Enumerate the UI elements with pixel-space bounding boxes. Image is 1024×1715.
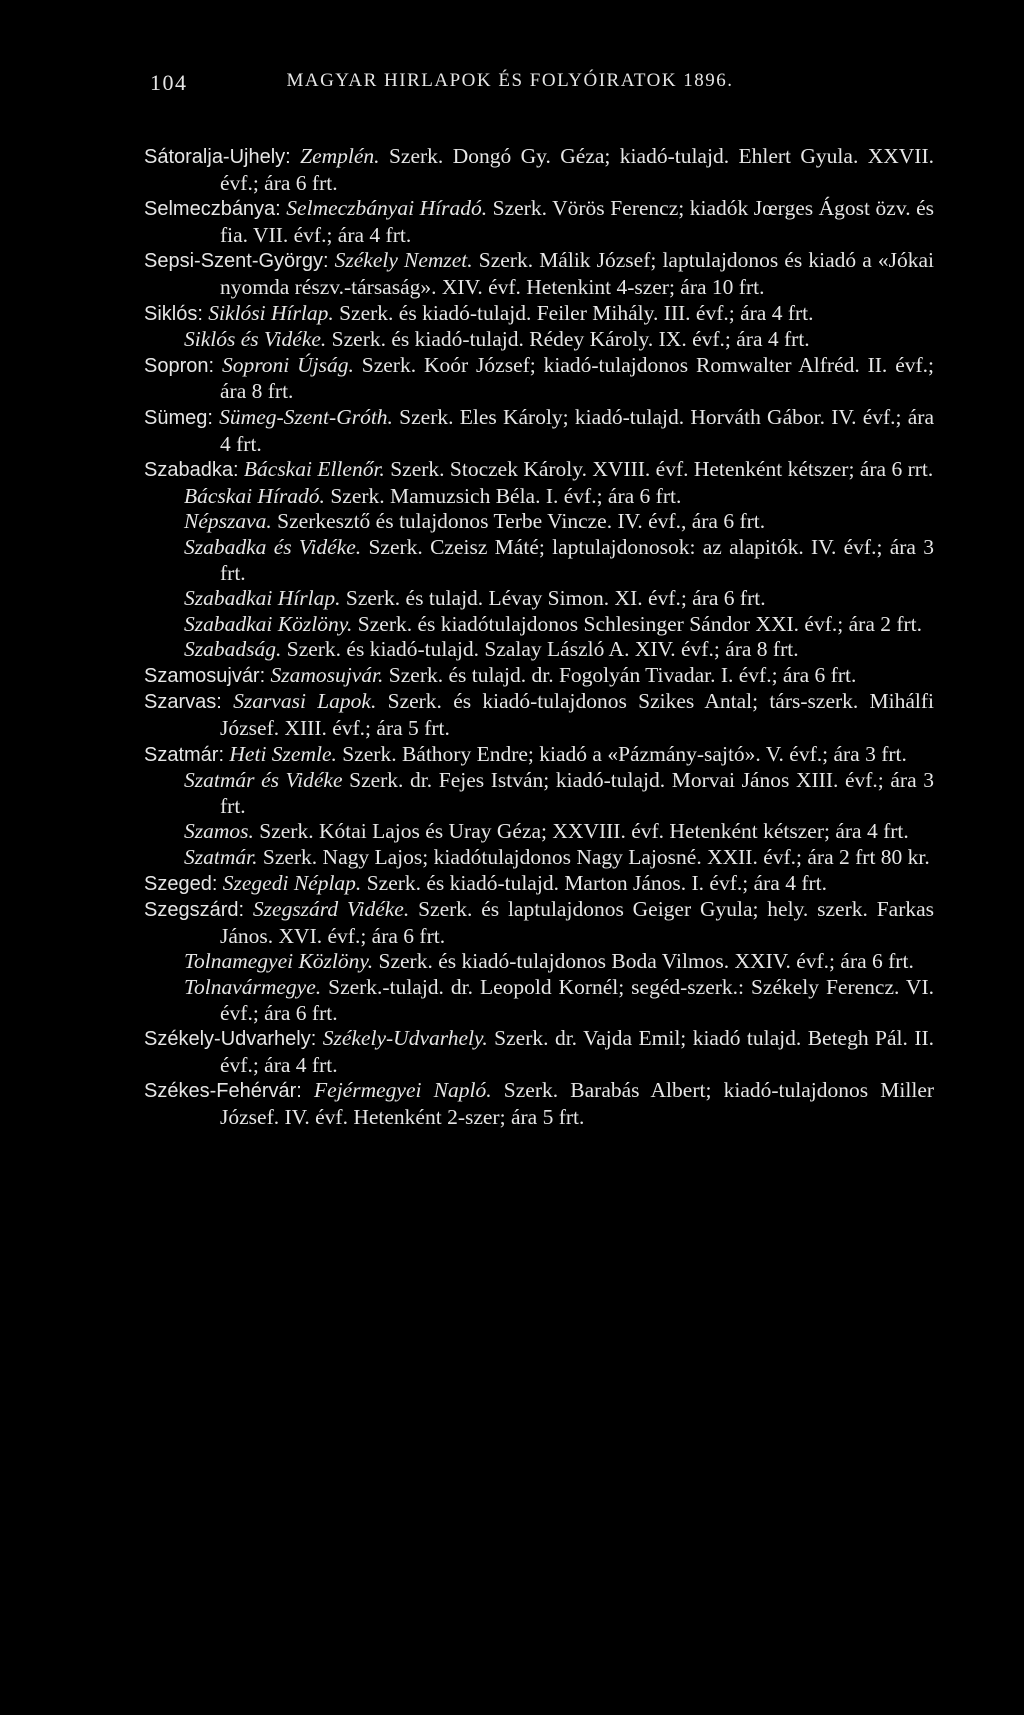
- entry-paper: Tolnamegyei Közlöny.: [184, 949, 374, 974]
- entry-place: Siklós:: [144, 302, 203, 325]
- entry-paper: Szabadkai Hírlap.: [184, 586, 341, 611]
- entry-text: Szerk. Nagy Lajos; kiadótulajdonos Nagy Lajosné. XXII. évf.; ára 2 frt 80 kr.: [262, 845, 930, 870]
- entry-paper: Szatmár.: [184, 845, 258, 870]
- entry-paper: Siklósi Hírlap.: [208, 300, 334, 325]
- entry: [144, 949, 934, 975]
- entry-text: Szerk. és kiadó-tulajd. Rédey Károly. IX. évf.; ára 4 frt.: [331, 327, 810, 352]
- entry-paper: Heti Szemle.: [229, 741, 337, 766]
- entry-text: Szerk. Eles Károly; kiadó-tulajd. Horváth Gábor. IV. évf.; ára 4 frt.: [220, 404, 934, 456]
- entry-paper: Szamos.: [184, 819, 254, 844]
- entry: [144, 327, 934, 353]
- entry: [144, 535, 934, 586]
- entry-paper: Zemplén.: [300, 144, 380, 168]
- entry: [144, 819, 934, 845]
- entry-paper: Fejérmegyei Napló.: [314, 1078, 492, 1103]
- entry-text: Szerk. és tulajd. dr. Fogolyán Tivadar. I. évf.; ára 6 frt.: [388, 662, 857, 687]
- entry-text: Szerk. Dongó Gy. Géza; kiadó-tulajd. Ehlert Gyula. XXVII. évf.; ára 6 frt.: [220, 144, 935, 195]
- entry-text: Szerk. Málik József; laptulajdonos és kiadó a «Jókai nyomda részv.-társaság». XIV. évf. Hetenkint 4-szer; ára 10 frt.: [220, 248, 935, 299]
- entry: [144, 612, 934, 638]
- entry: [144, 144, 934, 196]
- entry: [144, 586, 934, 612]
- entry-paper: Népszava.: [184, 509, 272, 534]
- entry-place: Sümeg:: [144, 406, 213, 429]
- entry-paper: Szamosujvár.: [270, 662, 384, 687]
- entry-text: Szerk. Koór József; kiadó-tulajdonos Romwalter Alfréd. II. évf.; ára 8 frt.: [220, 352, 934, 404]
- entry-paper: Siklós és Vidéke.: [184, 327, 327, 352]
- entry-place: Sepsi-Szent-György:: [144, 250, 329, 273]
- entry: [144, 1026, 934, 1078]
- entry-text: Szerk. és laptulajdonos Geiger Gyula; hely. szerk. Farkas János. XVI. évf.; ára 6 frt.: [220, 897, 935, 948]
- entry-text: Szerkesztő és tulajdonos Terbe Vincze. IV. évf., ára 6 frt.: [277, 509, 766, 534]
- entry: [144, 637, 934, 663]
- entry-text: Szerk. Vörös Ferencz; kiadók Jœrges Ágost özv. és fia. VII. évf.; ára 4 frt.: [220, 196, 935, 247]
- entry-paper: Szarvasi Lapok.: [233, 689, 377, 714]
- entry-paper: Szabadkai Közlöny.: [184, 611, 353, 636]
- entry-place: Selmeczbánya:: [144, 198, 281, 221]
- entry: [144, 742, 934, 769]
- entry-paper: Szatmár és Vidéke: [184, 768, 343, 793]
- entry-text: Szerk. és kiadó-tulajdonos Szikes Antal; társ-szerk. Mihálfi József. XIII. évf.; ára 5 frt.: [220, 689, 935, 741]
- entry-paper: Székely Nemzet.: [334, 248, 473, 273]
- running-title: MAGYAR HIRLAPOK ÉS FOLYÓIRATOK 1896.: [286, 70, 734, 91]
- entry: [144, 689, 934, 741]
- entry-text: Szerk. és kiadó-tulajdonos Boda Vilmos. XXIV. évf.; ára 6 frt.: [378, 949, 914, 974]
- entry-text: Szerk. Barabás Albert; kiadó-tulajdonos Miller József. IV. évf. Hetenként 2-szer; ára 5 frt.: [220, 1078, 935, 1129]
- entry: [144, 248, 934, 300]
- entry-paper: Szabadság.: [184, 637, 282, 662]
- entry-paper: Selmeczbányai Híradó.: [286, 196, 488, 221]
- entry: [144, 845, 934, 871]
- entry: [144, 301, 934, 328]
- page-number: 104: [150, 70, 188, 95]
- entry: [144, 196, 934, 248]
- entry-paper: Székely-Udvarhely.: [322, 1026, 488, 1051]
- entry-text: Szerk.-tulajd. dr. Leopold Kornél; segéd-szerk.: Székely Ferencz. VI. évf.; ára 6 frt.: [220, 975, 934, 1025]
- entry-text: Szerk. Báthory Endre; kiadó a «Pázmány-sajtó». V. évf.; ára 3 frt.: [342, 741, 907, 766]
- entry-text: Szerk. Mamuzsich Béla. I. évf.; ára 6 frt.: [330, 483, 682, 508]
- entry-place: Szarvas:: [144, 691, 222, 714]
- entry: [144, 768, 934, 819]
- entry-paper: Tolnavármegye.: [184, 975, 322, 999]
- entry-list: [144, 144, 934, 1131]
- entry-paper: Szegszárd Vidéke.: [252, 897, 410, 922]
- entry-place: Székely-Udvarhely:: [144, 1028, 317, 1051]
- entry: [144, 484, 934, 510]
- entry-text: Szerk. és kiadó-tulajd. Feiler Mihály. III. évf.; ára 4 frt.: [339, 300, 814, 325]
- entry: [144, 405, 934, 457]
- entry-place: Székes-Fehérvár:: [144, 1080, 302, 1103]
- entry: [144, 897, 934, 949]
- entry: [144, 353, 934, 405]
- entry-place: Szeged:: [144, 872, 218, 895]
- entry: [144, 871, 934, 898]
- entry-place: Szegszárd:: [144, 899, 245, 922]
- entry-text: Szerk. és tulajd. Lévay Simon. XI. évf.; ára 6 frt.: [345, 586, 766, 611]
- entry-place: Szatmár:: [144, 743, 225, 766]
- entry-text: Szerk. és kiadó-tulajd. Szalay László A. XIV. évf.; ára 8 frt.: [286, 637, 799, 662]
- entry: [144, 509, 934, 535]
- entry-paper: Sümeg-Szent-Gróth.: [219, 404, 393, 429]
- entry-text: Szerk. Kótai Lajos és Uray Géza; XXVIII. évf. Hetenként kétszer; ára 4 frt.: [259, 819, 909, 844]
- entry: [144, 457, 934, 484]
- entry: [144, 663, 934, 690]
- entry-text: Szerk. dr. Vajda Emil; kiadó tulajd. Betegh Pál. II. évf.; ára 4 frt.: [220, 1026, 935, 1077]
- entry-text: Szerk. dr. Fejes István; kiadó-tulajd. Morvai János XIII. évf.; ára 3 frt.: [220, 768, 934, 818]
- entry-text: Szerk. és kiadótulajdonos Schlesinger Sándor XXI. évf.; ára 2 frt.: [357, 611, 923, 636]
- entry: [144, 1078, 934, 1130]
- entry-place: Szabadka:: [144, 459, 239, 482]
- entry-text: Szerk. Stoczek Károly. XVIII. évf. Hetenként kétszer; ára 6 rrt.: [390, 457, 934, 482]
- entry-place: Sátoralja-Ujhely:: [144, 146, 291, 168]
- entry-paper: Soproni Újság.: [221, 352, 354, 377]
- entry: [144, 975, 934, 1026]
- entry-place: Szamosujvár:: [144, 664, 266, 687]
- entry-text: Szerk. Czeisz Máté; laptulajdonosok: az alapitók. IV. évf.; ára 3 frt.: [220, 534, 934, 585]
- entry-paper: Bácskai Ellenőr.: [243, 457, 385, 482]
- entry-place: Sopron:: [144, 354, 215, 377]
- entry-paper: Szabadka és Vidéke.: [184, 534, 362, 559]
- entry-text: Szerk. és kiadó-tulajd. Marton János. I. évf.; ára 4 frt.: [366, 870, 828, 895]
- entry-paper: Bácskai Híradó.: [184, 483, 325, 508]
- entry-paper: Szegedi Néplap.: [222, 870, 362, 895]
